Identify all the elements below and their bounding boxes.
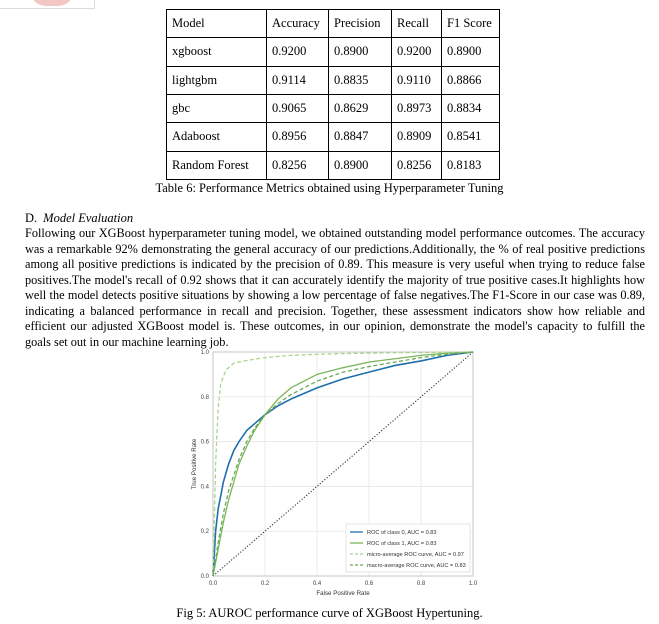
table-cell: 0.9114 — [267, 66, 329, 94]
header-cell: Recall — [392, 10, 442, 38]
metrics-table — [166, 9, 500, 180]
table-cell: Random Forest — [167, 151, 267, 179]
legend-entry: ROC of class 1, AUC = 0.83 — [367, 541, 437, 547]
header-cell: Model — [167, 10, 267, 38]
legend — [346, 524, 470, 572]
table-cell: 0.8835 — [329, 66, 392, 94]
section-heading — [25, 211, 133, 226]
table-cell: lightgbm — [167, 66, 267, 94]
table-cell: 0.9200 — [392, 38, 442, 66]
table-cell: 0.8629 — [329, 94, 392, 122]
table-row — [167, 94, 500, 122]
decorative-shape — [30, 0, 74, 6]
table-cell: 0.8847 — [329, 123, 392, 151]
legend-entry: ROC of class 0, AUC = 0.83 — [367, 530, 437, 536]
section-title: Model Evaluation — [43, 211, 134, 225]
table-cell: 0.8956 — [267, 123, 329, 151]
table-cell: 0.8183 — [442, 151, 500, 179]
table-header-row — [167, 10, 500, 38]
table-cell: 0.8900 — [329, 151, 392, 179]
x-tick-label: 0.4 — [312, 581, 322, 587]
section-number: D. — [25, 211, 38, 225]
table-cell: 0.9110 — [392, 66, 442, 94]
table-cell: 0.8256 — [392, 151, 442, 179]
table-cell: 0.8834 — [442, 94, 500, 122]
x-tick-label: 0.6 — [364, 581, 374, 587]
table-row — [167, 151, 500, 179]
table-cell: gbc — [167, 94, 267, 122]
x-tick-label: 1.0 — [468, 581, 478, 587]
table-caption: Table 6: Performance Metrics obtained using Hyperparameter Tuning — [155, 181, 504, 195]
x-axis-label: False Positive Rate — [316, 590, 370, 597]
table-cell: 0.8900 — [329, 38, 392, 66]
y-tick-label: 0.2 — [200, 529, 209, 536]
y-tick-label: 0.8 — [200, 394, 209, 401]
table-cell: 0.8256 — [267, 151, 329, 179]
table-cell: 0.8973 — [392, 94, 442, 122]
y-tick-label: 0.0 — [200, 574, 209, 580]
x-tick-label: 0.8 — [416, 581, 426, 587]
y-tick-label: 1.0 — [200, 350, 209, 356]
body-paragraph: Following our XGBoost hyperparameter tuning model, we obtained outstanding model performance outcomes. The accuracy was a remarkable 92% demonstrating the general accuracy of our predictions.Additionally, the % of real positive predictions among all positive predictions is indicated by the precision of 0.89. This measure is very useful when trying to reduce false positives.The model's recall of 0.92 shows that it can accurately identify the majority of true positive cases.It highlights how well the model detects positive situations by showing a low percentage of false negatives.The F1-Score in our case was 0.89, indicating a balanced performance in recall and precision. Together, these assessment indicators show how reliable and efficient our adjusted XGBoost model is. These outcomes, in our opinion, demonstrate the model's capacity to fulfill the goals set out in our machine learning job. — [25, 226, 645, 349]
table-cell: 0.8909 — [392, 123, 442, 151]
header-cell: F1 Score — [442, 10, 500, 38]
table-cell: 0.9200 — [267, 38, 329, 66]
x-tick-label: 0.2 — [260, 581, 270, 587]
table-cell: 0.9065 — [267, 94, 329, 122]
y-axis-label: True Positive Rate — [191, 438, 198, 490]
table-cell: 0.8866 — [442, 66, 500, 94]
figure-caption: Fig 5: AUROC performance curve of XGBoost Hypertuning. — [176, 606, 483, 620]
y-tick-label: 0.6 — [200, 439, 209, 446]
table-row — [167, 123, 500, 151]
table-cell: Adaboost — [167, 123, 267, 151]
roc-chart — [188, 344, 480, 602]
table-cell: xgboost — [167, 38, 267, 66]
x-tick-label: 0.0 — [208, 581, 218, 587]
page-edge-fragment — [0, 0, 95, 9]
legend-entry: micro-average ROC curve, AUC = 0.97 — [367, 552, 464, 558]
table-row — [167, 66, 500, 94]
y-tick-label: 0.4 — [200, 484, 209, 491]
table-cell: 0.8541 — [442, 123, 500, 151]
header-cell: Precision — [329, 10, 392, 38]
header-cell: Accuracy — [267, 10, 329, 38]
legend-entry: macro-average ROC curve, AUC = 0.83 — [367, 563, 466, 569]
table-row — [167, 38, 500, 66]
table-cell: 0.8900 — [442, 38, 500, 66]
